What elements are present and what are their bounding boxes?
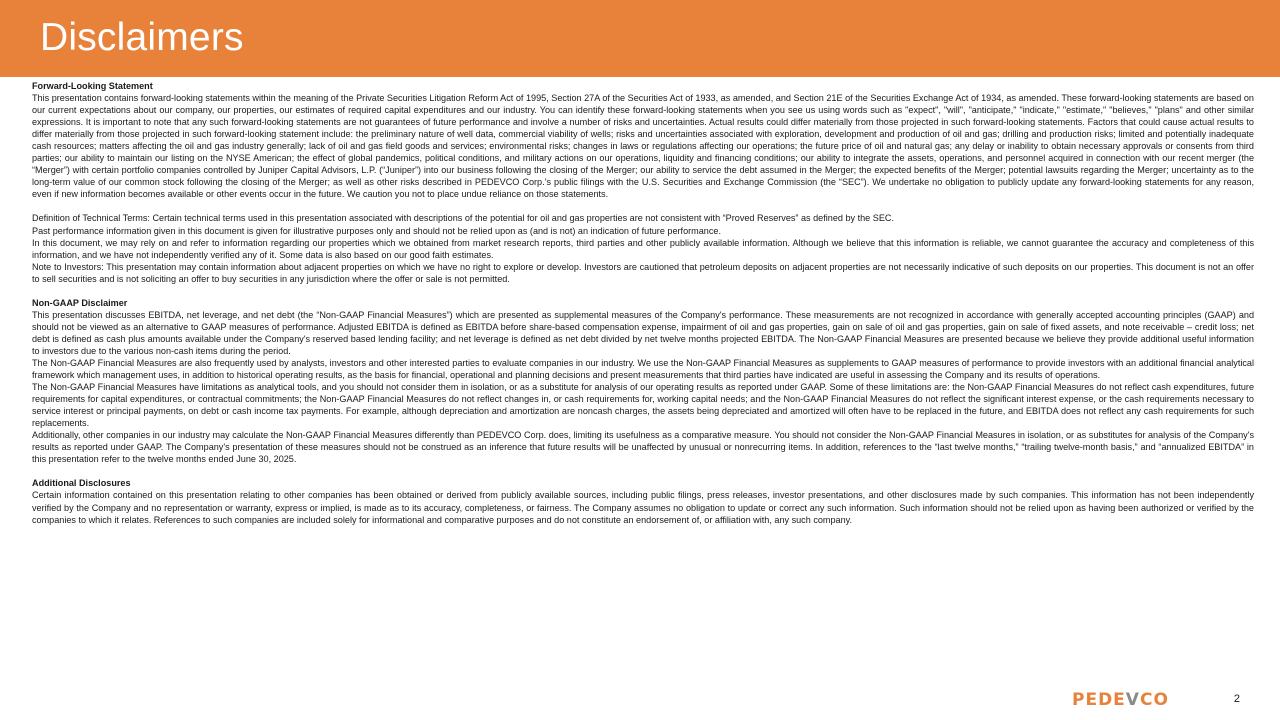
additional-disclosures-heading: Additional Disclosures	[32, 478, 131, 489]
logo-text-part-c: CO	[1139, 690, 1169, 710]
disclaimer-body	[32, 80, 1254, 678]
note-to-investors-paragraph: Note to Investors: This presentation may contain information about adjacent properties on which we have no right to explore or develop. Investors are cautioned that petroleum deposits on adjacent properties are not necessarily indicative of such deposits on our properties. This document is not an offer to sell securities and is not soliciting an offer to buy securities in any jurisdiction where the offer or sale is not permitted.	[32, 261, 1254, 284]
title-bar	[0, 0, 1280, 77]
additional-disclosures-paragraph: Certain information contained on this presentation relating to other companies has been obtained or derived from publicly available sources, including public filings, press releases, investor presentations, and other disclosures made by such companies. This information has not been independently verified by the Company and no representation or warranty, express or implied, is made as to its accuracy, completeness, or fairness. The Company assumes no obligation to update or correct any such information. Such information should not be relied upon as having been authorized or verified by the companies to which it relates. References to such companies are included solely for informational and comparative purposes and do not constitute an endorsement of, or affiliation with, any such company.	[32, 490, 1254, 525]
company-logo	[1072, 689, 1169, 711]
non-gaap-paragraph-4: Additionally, other companies in our industry may calculate the Non-GAAP Financial Measures differently than PEDEVCO Corp. does, limiting its usefulness as a comparative measure. You should not consider the Non-GAAP Financial Measures in isolation, or as substitutes for analysis of the Company's results as reported under GAAP. The Company's presentation of these measures should not be construed as an inference that future results will be unaffected by unusual or nonrecurring items. In addition, references to the “last twelve months,” “trailing twelve-month basis,” and “annualized EBITDA” in this presentation refer to the twelve months ended June 30, 2025.	[32, 430, 1254, 465]
logo-text-part-a: PEDE	[1072, 690, 1126, 710]
forward-looking-heading: Forward-Looking Statement	[32, 81, 153, 91]
third-party-info-paragraph: In this document, we may rely on and refer to information regarding our properties which we obtained from market research reports, third parties and other publicly available information. Although we believe that this information is reliable, we cannot guarantee the accuracy and completeness of this information, and we have not independently verified any of it. Some data is also based on our good faith estimates.	[32, 237, 1254, 260]
section-spacer	[32, 285, 1254, 297]
past-performance-paragraph: Past performance information given in this document is given for illustrative purposes only and should not be relied upon as (and is not) an indication of future performance.	[32, 225, 721, 236]
non-gaap-paragraph-2: The Non-GAAP Financial Measures are also frequently used by analysts, investors and other interested parties to evaluate companies in our industry. We use the Non-GAAP Financial Measures as supplements to GAAP measures of performance to provide investors with an additional financial analytical framework which management uses, in addition to historical operating results, as the basis for financial, operational and planning decisions and present measurements that third parties have indicated are useful in assessing the Company and its results of operations.	[32, 357, 1254, 381]
forward-looking-paragraph: This presentation contains forward-looking statements within the meaning of the Private Securities Litigation Reform Act of 1995, Section 27A of the Securities Act of 1933, as amended, and Section 21E of the Securities Exchange Act of 1934, as amended. These forward-looking statements are based on our current expectations about our company, our properties, our estimates of required capital expenditures and our industry. You can identify these forward-looking statements when you see us using words such as "expect", "will", "anticipate," "indicate," "estimate," "believes," "plans" and other similar expressions. It is important to note that any such forward-looking statements are not guarantees of future performance and involve a number of risks and uncertainties. Actual results could differ materially from those projected in such forward-looking statements. Factors that could cause actual results to differ materially from those projected in such forward-looking statement include: the preliminary nature of well data, commercial viability of wells; risks and uncertainties associated with exploration, development and production of oil and gas; drilling and production risks; limited and potentially inadequate cash resources; matters affecting the oil and gas industry generally; lack of oil and gas field goods and services; environmental risks; changes in laws or regulations affecting our operations; the future price of oil and natural gas; any delay or inability to obtain necessary approvals or consents from third parties; our ability to maintain our listing on the NYSE American; the effect of global pandemics, political conditions, and military actions on our operations, liquidity and financing conditions; our ability to integrate the assets, operations, and personnel acquired in connection with our recent merger (the “Merger”) with certain portfolio companies controlled by Juniper Capital Advisors, L.P. (“Juniper”) into our business following the closing of the Merger; our ability to service the debt assumed in the Merger; the expected benefits of the Merger; potential lawsuits regarding the Merger; uncertainty as to the long-term value of our common stock following the closing of the Merger; as well as other risks described in PEDEVCO Corp.’s public filings with the U.S. Securities and Exchange Commission (the “SEC”). We undertake no obligation to publicly update any forward-looking statements for any reason, even if new information becomes available or other events occur in the future. We caution you not to place undue reliance on those statements.	[32, 93, 1254, 200]
section-spacer	[32, 465, 1254, 477]
logo-text-part-b: V	[1125, 690, 1140, 710]
page-title: Disclaimers	[40, 16, 244, 59]
section-spacer	[32, 200, 1254, 212]
non-gaap-paragraph-1: This presentation discusses EBITDA, net leverage, and net debt (the “Non-GAAP Financial Measures”) which are presented as supplemental measures of the Company's performance. These measurements are not recognized in accordance with generally accepted accounting principles (GAAP) and should not be viewed as an alternative to GAAP measures of performance. Adjusted EBITDA is defined as EBITDA before share-based compensation expense, impairment of oil and gas properties, gain on sale of oil and gas properties, gain on sale of fixed assets, and note receivable – credit loss; net debt is defined as cash plus amounts available under the Company's reserved based lending facility; and net leverage is defined as net debt divided by net twelve months projected EBITDA. The Non-GAAP Financial Measures are presented because we believe they provide additional useful information to investors due to the various non-cash items during the period.	[32, 309, 1254, 356]
technical-terms-paragraph: Definition of Technical Terms: Certain technical terms used in this presentation associated with descriptions of the potential for oil and gas properties are not consistent with “Proved Reserves” as defined by the SEC.	[32, 213, 894, 224]
non-gaap-paragraph-3: The Non-GAAP Financial Measures have limitations as analytical tools, and you should not consider them in isolation, or as a substitute for analysis of our operating results as reported under GAAP. Some of these limitations are: the Non-GAAP Financial Measures do not reflect cash expenditures, future requirements for capital expenditures, or contractual commitments; the Non-GAAP Financial Measures do not reflect changes in, or cash requirements for, working capital needs; and the Non-GAAP Financial Measures do not reflect the significant interest expense, or the cash requirements necessary to service interest or principal payments, on debt or cash income tax payments. For example, although depreciation and amortization are noncash charges, the assets being depreciated and amortized will often have to be replaced in the future, and EBITDA does not reflect any cash requirements for such replacements.	[32, 382, 1254, 429]
non-gaap-heading: Non-GAAP Disclaimer	[32, 297, 128, 308]
page-number: 2	[1233, 693, 1240, 705]
